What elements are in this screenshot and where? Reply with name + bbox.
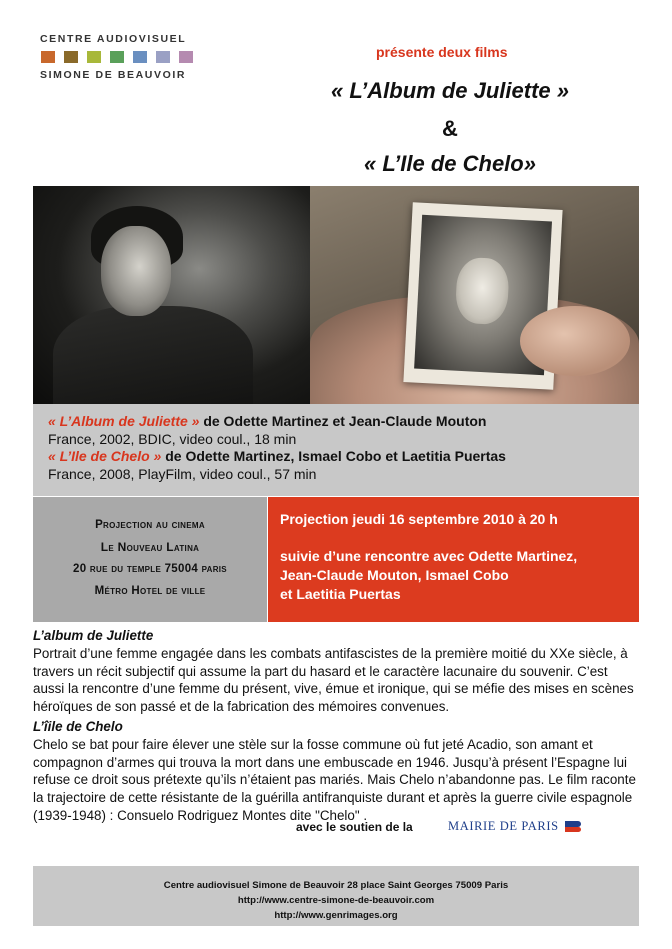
films-info-band bbox=[33, 404, 639, 496]
logo-square bbox=[156, 51, 170, 63]
film2-line bbox=[48, 448, 639, 466]
venue-address: 20 rue du temple 75004 paris bbox=[73, 563, 227, 575]
venue-metro: Métro Hotel de ville bbox=[94, 585, 206, 597]
presents-label: présente deux films bbox=[376, 44, 508, 60]
mairie-de-paris-logo bbox=[448, 815, 600, 837]
film1-credits: de Odette Martinez et Jean-Claude Mouton bbox=[199, 413, 487, 429]
logo-square bbox=[133, 51, 147, 63]
event-box bbox=[268, 497, 639, 622]
film2-credits: de Odette Martinez, Ismael Cobo et Laetitia Puertas bbox=[161, 448, 506, 464]
description-juliette-text: Portrait d’une femme engagée dans les combats antifascistes de la première moitié du XXe siècle, à travers un récit subjectif qui assume la part du hasard et le caractère lacunaire du souvenir. C’est aussi la rencontre d’une femme du présent, vive, émue et ironique, qui se méfie des mises en scènes héroïques de son passé et de la fabrication des mémoires convenues. bbox=[33, 645, 634, 715]
venue-line1: Projection au cinema bbox=[95, 519, 205, 531]
logo-color-squares bbox=[41, 51, 210, 63]
logo-square bbox=[179, 51, 193, 63]
description-juliette-heading: L’album de Juliette bbox=[33, 628, 154, 643]
venue-box bbox=[33, 497, 267, 622]
paris-ship-icon bbox=[565, 819, 583, 833]
description-chelo-text: Chelo se bat pour faire élever une stèle sur la fosse commune où fut jeté Acadio, son amant et compagnon d’armes qui trouva la mort dans une embuscade en 1946. Jusqu’à présent l’Espagne lui refuse ce droit sous prétexte qu’ils n’étaient pas mariés. Mais Chelo n’abandonne pas. Le film raconte la trajectoire de cette résistante de la guérilla antifranquiste durant et après la guerre civile espagnole (1939-1948) : Consuelo Rodriguez Montes dite "Chelo" . bbox=[33, 736, 636, 823]
film1-info: France, 2002, BDIC, video coul., 18 min bbox=[48, 430, 297, 447]
description-chelo-heading: L’îile de Chelo bbox=[33, 719, 123, 734]
mairie-de-paris-text: MAIRIE DE PARIS bbox=[448, 818, 559, 833]
logo-square bbox=[41, 51, 55, 63]
footer-url-centre[interactable]: http://www.centre-simone-de-beauvoir.com bbox=[237, 895, 435, 906]
ampersand: & bbox=[442, 116, 458, 141]
event-date: Projection jeudi 16 septembre 2010 à 20 h bbox=[280, 511, 558, 527]
description-juliette bbox=[33, 627, 639, 716]
still-juliette bbox=[33, 186, 310, 404]
logo-line-top: CENTRE AUDIOVISUEL bbox=[40, 33, 187, 45]
event-meeting-line2: Jean-Claude Mouton, Ismael Cobo bbox=[280, 567, 509, 583]
logo-line-bottom: SIMONE DE BEAUVOIR bbox=[40, 69, 187, 81]
footer-address: Centre audiovisuel Simone de Beauvoir 28 place Saint Georges 75009 Paris bbox=[163, 880, 509, 891]
film1-line bbox=[48, 413, 639, 431]
cavsb-logo bbox=[40, 33, 210, 81]
support-label: avec le soutien de la bbox=[296, 820, 413, 834]
film2-main-title: « L’Ile de Chelo» bbox=[364, 151, 536, 176]
logo-square bbox=[64, 51, 78, 63]
logo-square bbox=[87, 51, 101, 63]
description-chelo bbox=[33, 718, 639, 825]
logo-square bbox=[110, 51, 124, 63]
still-chelo bbox=[310, 186, 639, 404]
footer-band bbox=[33, 866, 639, 926]
film2-info: France, 2008, PlayFilm, video coul., 57 min bbox=[48, 465, 317, 482]
film1-title: « L’Album de Juliette » bbox=[48, 413, 200, 429]
film2-title: « L’Ile de Chelo » bbox=[48, 448, 162, 464]
film-stills bbox=[33, 186, 639, 404]
event-meeting-line3: et Laetitia Puertas bbox=[280, 586, 401, 602]
film1-main-title: « L’Album de Juliette » bbox=[331, 78, 569, 103]
venue-cinema-name: Le Nouveau Latina bbox=[100, 540, 200, 554]
footer-url-genrimages[interactable]: http://www.genrimages.org bbox=[274, 910, 398, 921]
event-meeting-line1: suivie d’une rencontre avec Odette Martinez, bbox=[280, 548, 578, 564]
